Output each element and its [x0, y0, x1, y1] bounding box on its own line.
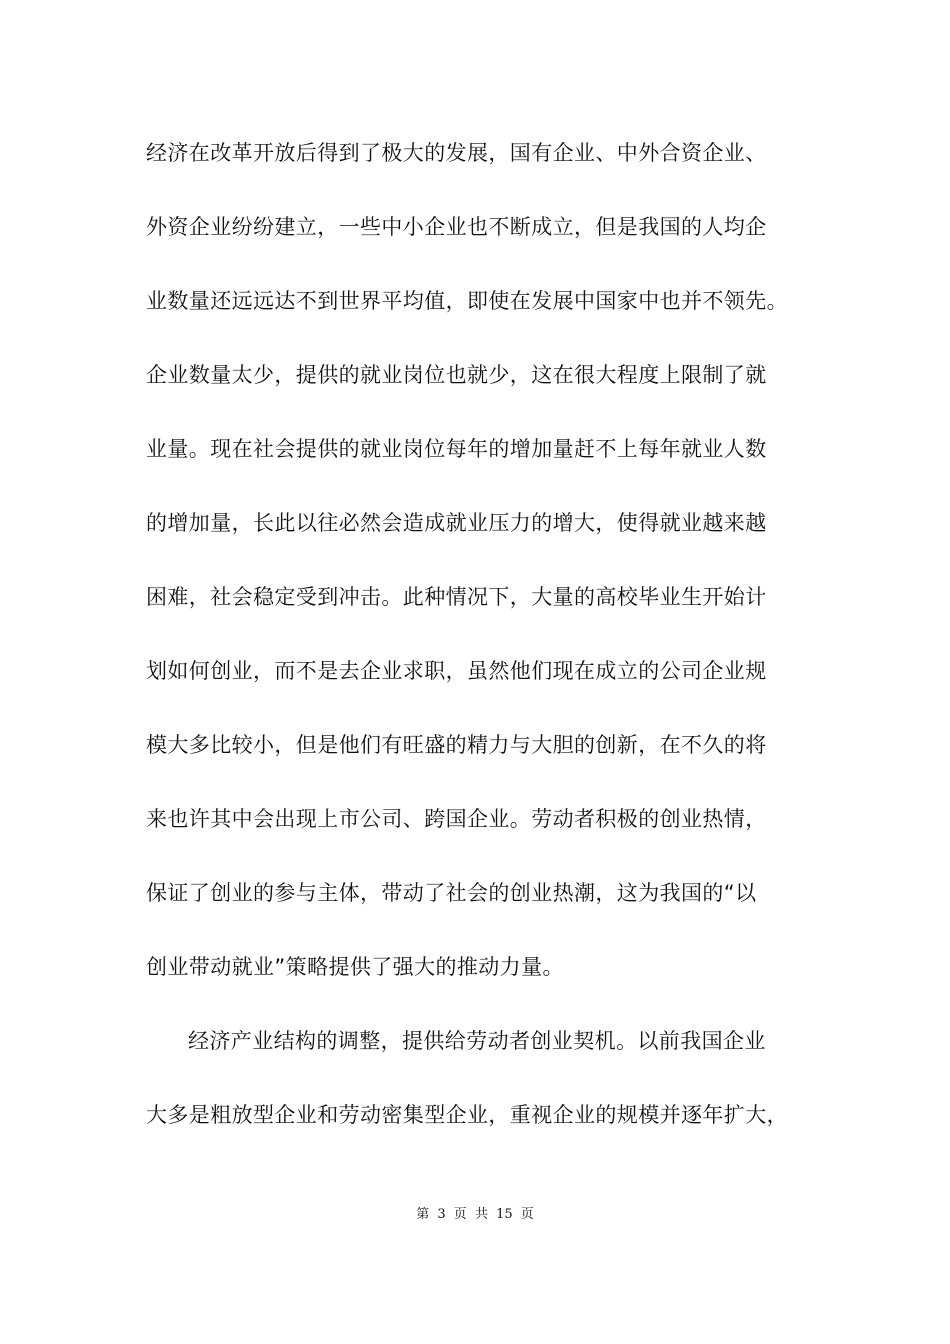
- text-line: 的增加量，长此以往必然会造成就业压力的增大，使得就业越来越: [146, 511, 767, 535]
- current-page-number: 3: [437, 1207, 446, 1222]
- page-footer: [0, 1205, 950, 1225]
- footer-total-word: 共: [474, 1207, 488, 1222]
- text-line: 来也许其中会出现上市公司、跨国企业。劳动者积极的创业热情，: [146, 807, 767, 831]
- text-line: 大多是粗放型企业和劳动密集型企业，重视企业的规模并逐年扩大，: [146, 1103, 788, 1127]
- total-pages-number: 15: [496, 1207, 513, 1222]
- text-line: 划如何创业，而不是去企业求职，虽然他们现在成立的公司企业规: [146, 659, 767, 683]
- text-line: 困难，社会稳定受到冲击。此种情况下，大量的高校毕业生开始计: [146, 585, 767, 609]
- text-line: 保证了创业的参与主体，带动了社会的创业热潮，这为我国的“以: [146, 881, 757, 905]
- text-line: 外资企业纷纷建立，一些中小企业也不断成立，但是我国的人均企: [146, 215, 767, 239]
- body-text: [146, 131, 826, 1167]
- text-line: 业数量还远远达不到世界平均值，即使在发展中国家中也并不领先。: [146, 289, 788, 313]
- text-line: 模大多比较小，但是他们有旺盛的精力与大胆的创新，在不久的将: [146, 733, 767, 757]
- footer-prefix: 第: [416, 1207, 430, 1222]
- text-line: 业量。现在社会提供的就业岗位每年的增加量赶不上每年就业人数: [146, 437, 767, 461]
- text-line: 创业带动就业”策略提供了强大的推动力量。: [146, 955, 564, 979]
- footer-suffix: 页: [520, 1207, 534, 1222]
- footer-page-word: 页: [453, 1207, 467, 1222]
- paragraph-first-line: 经济产业结构的调整，提供给劳动者创业契机。以前我国企业: [188, 1029, 766, 1053]
- text-line: 企业数量太少，提供的就业岗位也就少，这在很大程度上限制了就: [146, 363, 767, 387]
- text-line: 经济在改革开放后得到了极大的发展，国有企业、中外合资企业、: [146, 141, 767, 165]
